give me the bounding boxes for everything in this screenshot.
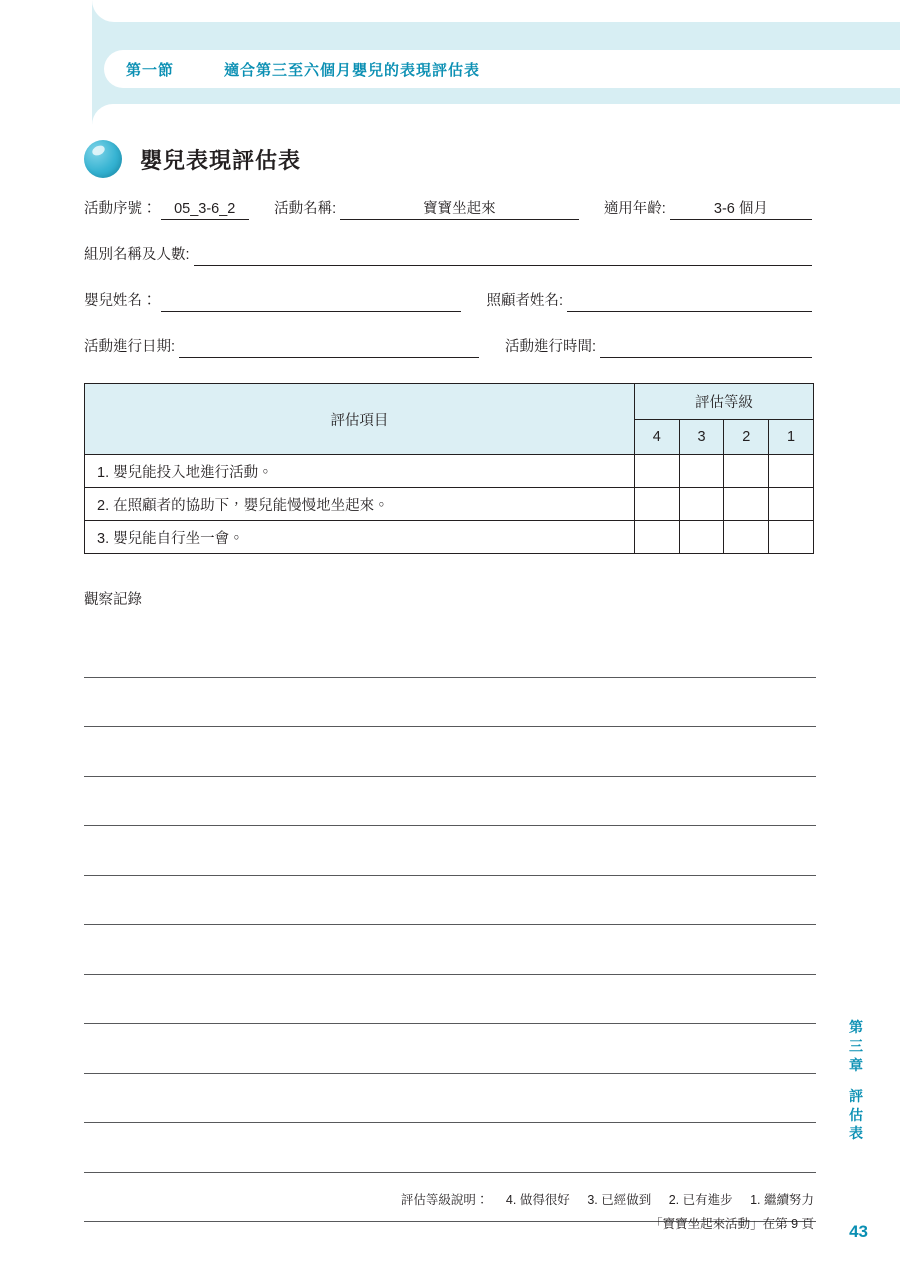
chapter-label: 評估表 <box>849 1087 863 1142</box>
score-cell-2-3[interactable] <box>679 488 724 521</box>
score-cell-2-4[interactable] <box>634 488 679 521</box>
observation-line[interactable] <box>84 1074 816 1124</box>
form-row-names <box>84 290 816 312</box>
column-header-score-4: 4 <box>634 419 679 455</box>
activity-code-value[interactable]: 05_3-6_2 <box>161 199 249 220</box>
caregiver-value[interactable] <box>567 291 812 312</box>
observation-line[interactable] <box>84 1024 816 1074</box>
observation-lines <box>84 628 816 1222</box>
teal-circle-icon <box>84 140 122 178</box>
activity-name-value[interactable]: 寶寶坐起來 <box>340 199 578 220</box>
score-cell-3-3[interactable] <box>679 521 724 554</box>
observation-line[interactable] <box>84 777 816 827</box>
age-value[interactable]: 3-6 個月 <box>670 199 812 220</box>
score-cell-1-3[interactable] <box>679 455 724 488</box>
page-title: 嬰兒表現評估表 <box>140 147 302 173</box>
assessment-item-3: 3. 嬰兒能自行坐一會。 <box>85 521 635 554</box>
header-top-white-curve <box>92 0 900 22</box>
baby-name-value[interactable] <box>161 291 461 312</box>
observation-line[interactable] <box>84 1123 816 1173</box>
form-row-group <box>84 244 816 266</box>
group-label: 組別名稱及人數: <box>84 247 190 263</box>
time-value[interactable] <box>600 337 812 358</box>
grade-legend-item-2: 2. 已有進步 <box>668 1193 733 1207</box>
observation-label: 觀察記錄 <box>84 592 142 608</box>
score-cell-3-2[interactable] <box>724 521 769 554</box>
table-row <box>85 521 814 554</box>
assessment-table <box>84 383 814 554</box>
group-value[interactable] <box>194 245 812 266</box>
grade-legend-label: 評估等級說明： <box>400 1193 489 1207</box>
activity-reference: 「寶寶坐起來活動」在第 9 頁 <box>650 1216 814 1231</box>
table-body <box>85 455 814 554</box>
baby-name-label: 嬰兒姓名： <box>84 293 157 309</box>
observation-line[interactable] <box>84 678 816 728</box>
chapter-side-tab <box>846 1018 866 1143</box>
header-left-white-block <box>0 0 92 125</box>
header-bottom-white-curve <box>92 104 900 125</box>
document-title-row <box>84 140 301 178</box>
column-header-grade: 評估等級 <box>634 384 813 420</box>
section-title: 適合第三至六個月嬰兒的表現評估表 <box>224 61 481 79</box>
table-row <box>85 488 814 521</box>
observation-line[interactable] <box>84 876 816 926</box>
column-header-score-2: 2 <box>724 419 769 455</box>
caregiver-label: 照顧者姓名: <box>486 293 564 309</box>
age-label: 適用年齡: <box>603 201 666 217</box>
assessment-form <box>84 198 816 382</box>
score-cell-3-1[interactable] <box>769 521 814 554</box>
column-header-score-3: 3 <box>679 419 724 455</box>
date-value[interactable] <box>179 337 479 358</box>
score-cell-3-4[interactable] <box>634 521 679 554</box>
score-cell-1-2[interactable] <box>724 455 769 488</box>
footer-notes <box>387 1189 814 1237</box>
observation-line[interactable] <box>84 925 816 975</box>
grade-legend-item-1: 1. 繼續努力 <box>750 1193 814 1207</box>
grade-legend-item-4: 4. 做得很好 <box>505 1193 570 1207</box>
table-header-row-1 <box>85 384 814 420</box>
observation-line[interactable] <box>84 628 816 678</box>
form-row-activity <box>84 198 816 220</box>
activity-name-label: 活動名稱: <box>274 201 337 217</box>
observation-line[interactable] <box>84 727 816 777</box>
score-cell-1-4[interactable] <box>634 455 679 488</box>
score-cell-1-1[interactable] <box>769 455 814 488</box>
section-number: 第一節 <box>126 61 175 79</box>
table-head <box>85 384 814 455</box>
section-header-strip <box>104 50 900 88</box>
page-header-band <box>0 0 900 125</box>
form-row-datetime <box>84 336 816 358</box>
grade-legend <box>387 1189 814 1213</box>
grade-legend-item-3: 3. 已經做到 <box>587 1193 652 1207</box>
activity-code-label: 活動序號： <box>84 201 157 217</box>
column-header-item: 評估項目 <box>85 384 635 455</box>
score-cell-2-1[interactable] <box>769 488 814 521</box>
score-cell-2-2[interactable] <box>724 488 769 521</box>
date-label: 活動進行日期: <box>84 339 176 355</box>
assessment-item-1: 1. 嬰兒能投入地進行活動。 <box>85 455 635 488</box>
chapter-number: 第三章 <box>849 1019 863 1073</box>
page-number: 43 <box>849 1222 868 1241</box>
assessment-item-2: 2. 在照顧者的協助下，嬰兒能慢慢地坐起來。 <box>85 488 635 521</box>
table-row <box>85 455 814 488</box>
time-label: 活動進行時間: <box>505 339 597 355</box>
column-header-score-1: 1 <box>769 419 814 455</box>
observation-line[interactable] <box>84 826 816 876</box>
observation-line[interactable] <box>84 975 816 1025</box>
